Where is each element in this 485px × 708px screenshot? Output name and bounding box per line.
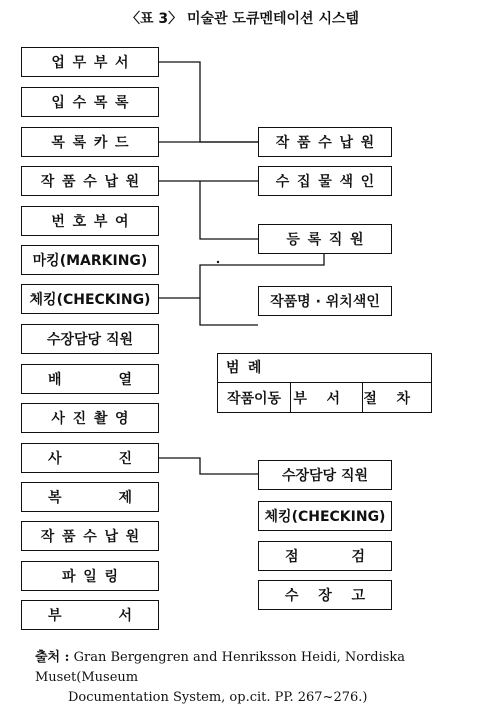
right-box-label: 작품명 · 위치색인 (270, 294, 380, 310)
label-char: 부 (48, 608, 62, 624)
left-box-3 (21, 127, 159, 157)
legend-title: 범례 (218, 354, 431, 383)
left-box-12 (21, 482, 159, 512)
label-char: 점 (285, 549, 299, 565)
left-box-9 (21, 364, 159, 394)
left-box-2 (21, 87, 159, 117)
right-box-label: 작품수납원 (275, 135, 382, 151)
label-char: 제 (118, 490, 132, 506)
left-box-label: 업무부서 (51, 55, 137, 71)
right-box-upper-2 (258, 166, 392, 196)
left-box-4 (21, 166, 159, 196)
left-box-8 (21, 324, 159, 354)
left-box-15 (21, 600, 159, 630)
diagram-title: 〈표 3〉 미술관 도큐멘테이션 시스템 (125, 11, 360, 27)
left-box-label: 수장담당 직원 (46, 332, 134, 348)
label-char: 사 (48, 451, 62, 467)
right-box-label: 수집물색인 (275, 174, 382, 190)
label-char: 검 (351, 549, 365, 565)
label-char: 서 (118, 608, 132, 624)
left-box-label (22, 448, 158, 468)
left-box-1 (21, 47, 159, 77)
legend-item-procedure: 절차 (362, 383, 430, 413)
left-box-label: 번호부여 (51, 214, 137, 230)
connector-dot (217, 261, 219, 263)
label-char: 배 (48, 372, 62, 388)
right-box-lower-4 (258, 580, 392, 610)
left-box-11 (21, 443, 159, 473)
source-citation (35, 648, 480, 708)
right-box-label: 등록직원 (286, 232, 372, 248)
right-box-label (259, 585, 391, 605)
right-box-label: 수장담당 직원 (281, 468, 369, 484)
label-char: 고 (351, 588, 365, 604)
legend-row (218, 383, 431, 413)
connector-line (158, 62, 258, 142)
source-line-1: Gran Bergengren and Henriksson Heidi, Nordiska Muset(Museum (35, 650, 406, 685)
right-box-upper-4 (258, 286, 392, 316)
legend (217, 353, 432, 413)
right-box-lower-2 (258, 501, 392, 531)
right-box-lower-3 (258, 541, 392, 571)
label-char: 장 (318, 588, 332, 604)
left-box-label: 입수목록 (51, 95, 137, 111)
label-char: 열 (118, 372, 132, 388)
left-box-label: 마킹(MARKING) (32, 253, 148, 269)
left-box-7 (21, 284, 159, 314)
left-box-label: 목록카드 (51, 135, 137, 151)
left-box-label (22, 487, 158, 507)
connector-line (158, 458, 258, 474)
right-box-lower-1 (258, 460, 392, 490)
label-char: 수 (285, 588, 299, 604)
left-box-label: 사진촬영 (51, 411, 137, 427)
right-box-upper-1 (258, 127, 392, 157)
connector-line (200, 181, 258, 239)
source-line-2: Documentation System, op.cit. PP. 267~276.) (68, 690, 368, 705)
left-box-10 (21, 403, 159, 433)
left-box-label: 파일링 (62, 569, 126, 585)
label-char: 복 (48, 490, 62, 506)
right-box-upper-3 (258, 224, 392, 254)
label-char: 진 (118, 451, 132, 467)
left-box-label (22, 605, 158, 625)
left-box-5 (21, 206, 159, 236)
legend-item-movement: 작품이동 (226, 391, 282, 407)
left-box-14 (21, 561, 159, 591)
left-box-label: 작품수납원 (40, 529, 147, 545)
legend-item-department: 부서 (290, 383, 362, 413)
right-box-label (259, 546, 391, 566)
source-label: 출처 : (35, 650, 70, 665)
left-box-label (22, 369, 158, 389)
left-box-label: 체킹(CHECKING) (29, 292, 151, 308)
left-box-13 (21, 521, 159, 551)
right-box-label: 체킹(CHECKING) (264, 509, 386, 525)
left-box-label: 작품수납원 (40, 174, 147, 190)
left-box-6 (21, 245, 159, 275)
